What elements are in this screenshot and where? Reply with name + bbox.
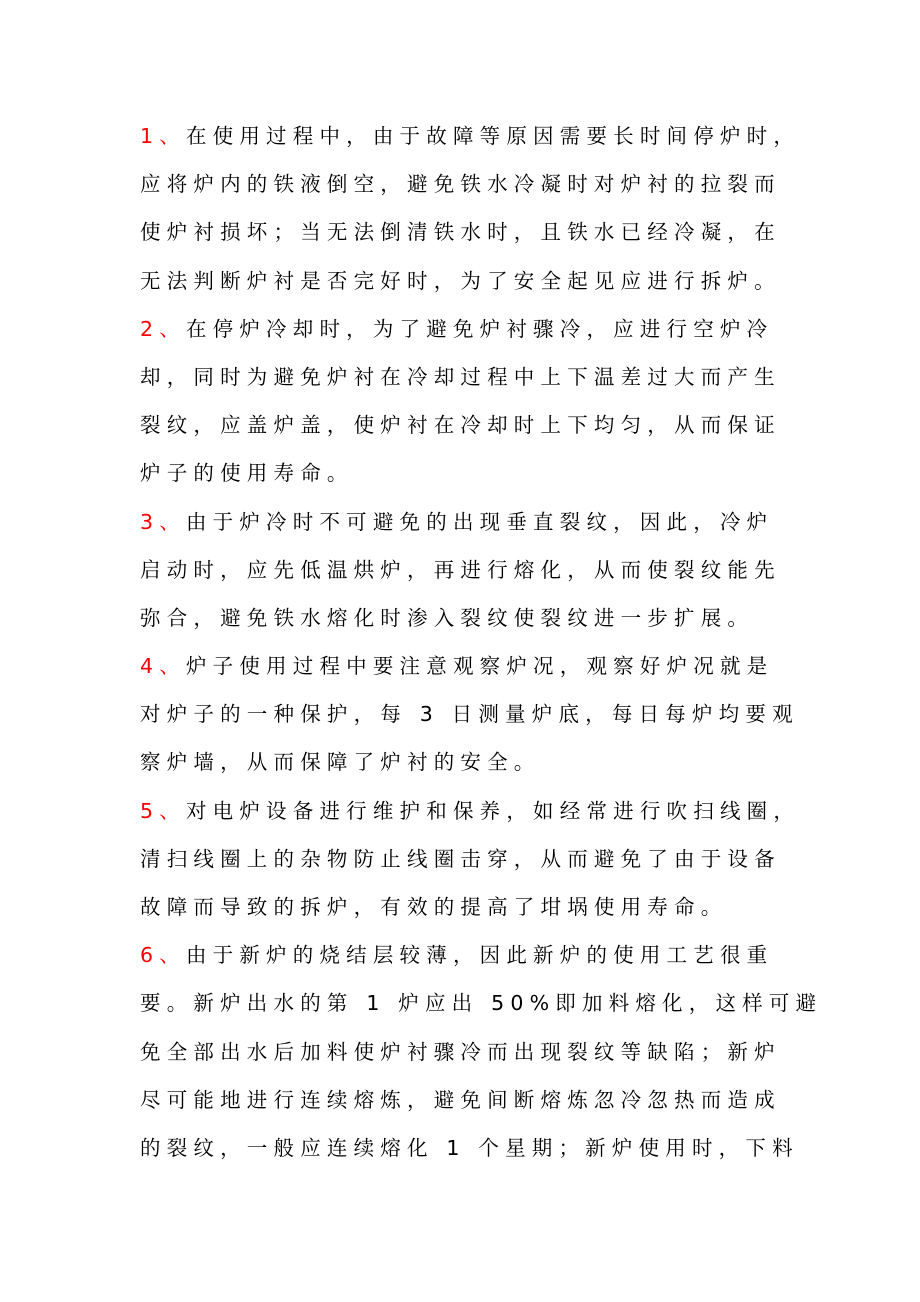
paragraph-5-separator: 、: [159, 798, 186, 823]
paragraph-1-separator: 、: [159, 124, 186, 148]
paragraph-3-line-1: [140, 498, 808, 546]
paragraph-2-number: 2: [140, 316, 160, 341]
paragraph-4-separator: 、: [159, 654, 186, 679]
paragraph-6-number: 6: [140, 943, 160, 968]
paragraph-3-text: 由于炉冷时不可避免的出现垂直裂纹，因此，冷炉: [185, 509, 774, 534]
paragraph-5-line-3: 故障而导致的拆炉，有效的提高了坩埚使用寿命。: [140, 895, 728, 919]
paragraph-4-line-1: [140, 642, 808, 690]
paragraph-1-number: 1: [140, 124, 160, 148]
paragraph-2-line-4: 炉子的使用寿命。: [140, 461, 354, 486]
paragraph-2-line-1: [140, 305, 808, 353]
paragraph-5-text: 对电炉设备进行维护和保养，如经常进行吹扫线圈，: [185, 798, 801, 823]
paragraph-3-number: 3: [140, 509, 160, 534]
paragraph-3-line-3: 弥合，避免铁水熔化时渗入裂纹使裂纹进一步扩展。: [140, 605, 755, 630]
paragraph-6-separator: 、: [159, 943, 186, 968]
paragraph-2-line-2: 却，同时为避免炉衬在冷却过程中上下温差过大而产生: [140, 364, 781, 389]
paragraph-2-separator: 、: [159, 316, 186, 341]
paragraph-4-text: 炉子使用过程中要注意观察炉况，观察好炉况就是: [185, 654, 774, 679]
paragraph-6-line-3: 免全部出水后加料使炉衬骤冷而出现裂纹等缺陷；新炉: [140, 1039, 781, 1064]
paragraph-2-text: 在停炉冷却时，为了避免炉衬骤冷，应进行空炉冷: [185, 316, 774, 341]
paragraph-4-number: 4: [140, 654, 160, 679]
paragraph-5-number: 5: [140, 798, 160, 823]
paragraph-2-line-3: 裂纹，应盖炉盖，使炉衬在冷却时上下均匀，从而保证: [140, 413, 781, 438]
paragraph-4-line-2: 对炉子的一种保护，每 3 日测量炉底，每日每炉均要观: [140, 702, 799, 727]
paragraph-6-line-5: 的裂纹，一般应连续熔化 1 个星期；新炉使用时，下料: [140, 1135, 799, 1160]
paragraph-5-line-1: [140, 787, 808, 835]
paragraph-1-line-1: [140, 112, 808, 160]
document-body: [140, 112, 823, 1172]
paragraph-1-text: 在使用过程中，由于故障等原因需要长时间停炉时，: [185, 124, 801, 148]
paragraph-6-line-1: [140, 931, 808, 979]
paragraph-1-line-2: 应将炉内的铁液倒空，避免铁水冷凝时对炉衬的拉裂而: [140, 172, 781, 197]
paragraph-3-line-2: 启动时，应先低温烘炉，再进行熔化，从而使裂纹能先: [140, 557, 781, 582]
paragraph-3-separator: 、: [159, 509, 186, 534]
paragraph-6-line-4: 尽可能地进行连续熔炼，避免间断熔炼忽冷忽热而造成: [140, 1087, 781, 1112]
paragraph-6-text: 由于新炉的烧结层较薄，因此新炉的使用工艺很重: [185, 943, 774, 968]
paragraph-1-line-3: 使炉衬损坏；当无法倒清铁水时，且铁水已经冷凝，在: [140, 220, 781, 245]
paragraph-1-line-4: 无法判断炉衬是否完好时，为了安全起见应进行拆炉。: [140, 268, 781, 293]
paragraph-5-line-2: 清扫线圈上的杂物防止线圈击穿，从而避免了由于设备: [140, 846, 781, 871]
paragraph-6-line-2: 要。新炉出水的第 1 炉应出 50%即加料熔化，这样可避: [140, 991, 823, 1016]
paragraph-4-line-3: 察炉墙，从而保障了炉衬的安全。: [140, 750, 541, 775]
